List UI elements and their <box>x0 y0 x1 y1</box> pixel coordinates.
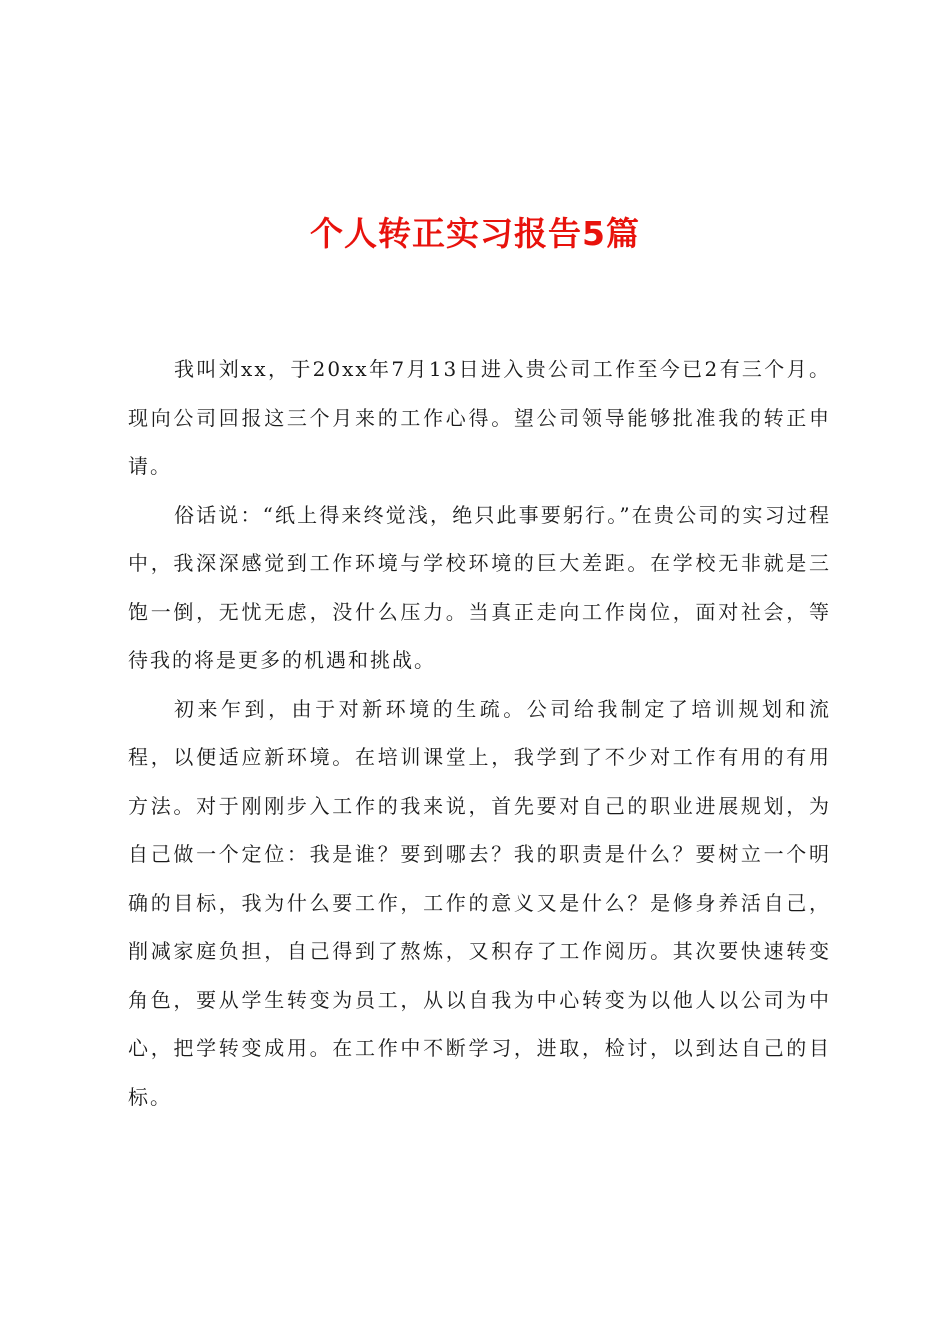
paragraph-3: 初来乍到，由于对新环境的生疏。公司给我制定了培训规划和流程，以便适应新环境。在培训课堂上，我学到了不少对工作有用的有用方法。对于刚刚步入工作的我来说，首先要对自己的职业进展规划，为自己做一个定位：我是谁？要到哪去？我的职责是什么？要树立一个明确的目标，我为什么要工作，工作的意义又是什么？是修身养活自己，削减家庭负担，自己得到了熬炼，又积存了工作阅历。其次要快速转变角色，要从学生转变为员工，从以自我为中心转变为以他人以公司为中心，把学转变成用。在工作中不断学习，进取，检讨，以到达自己的目标。 <box>128 696 831 1109</box>
document-body <box>128 345 831 1121</box>
paragraph-2: 俗话说：“纸上得来终觉浅，绝只此事要躬行。”在贵公司的实习过程中，我深深感觉到工作环境与学校环境的巨大差距。在学校无非就是三饱一倒，无忧无虑，没什么压力。当真正走向工作岗位，面对社会，等待我的将是更多的机遇和挑战。 <box>128 502 831 672</box>
paragraph-1: 我叫刘xx，于20xx年7月13日进入贵公司工作至今已2有三个月。现向公司回报这三个月来的工作心得。望公司领导能够批准我的转正申请。 <box>128 357 831 478</box>
document-title: 个人转正实习报告5篇 <box>310 214 640 253</box>
